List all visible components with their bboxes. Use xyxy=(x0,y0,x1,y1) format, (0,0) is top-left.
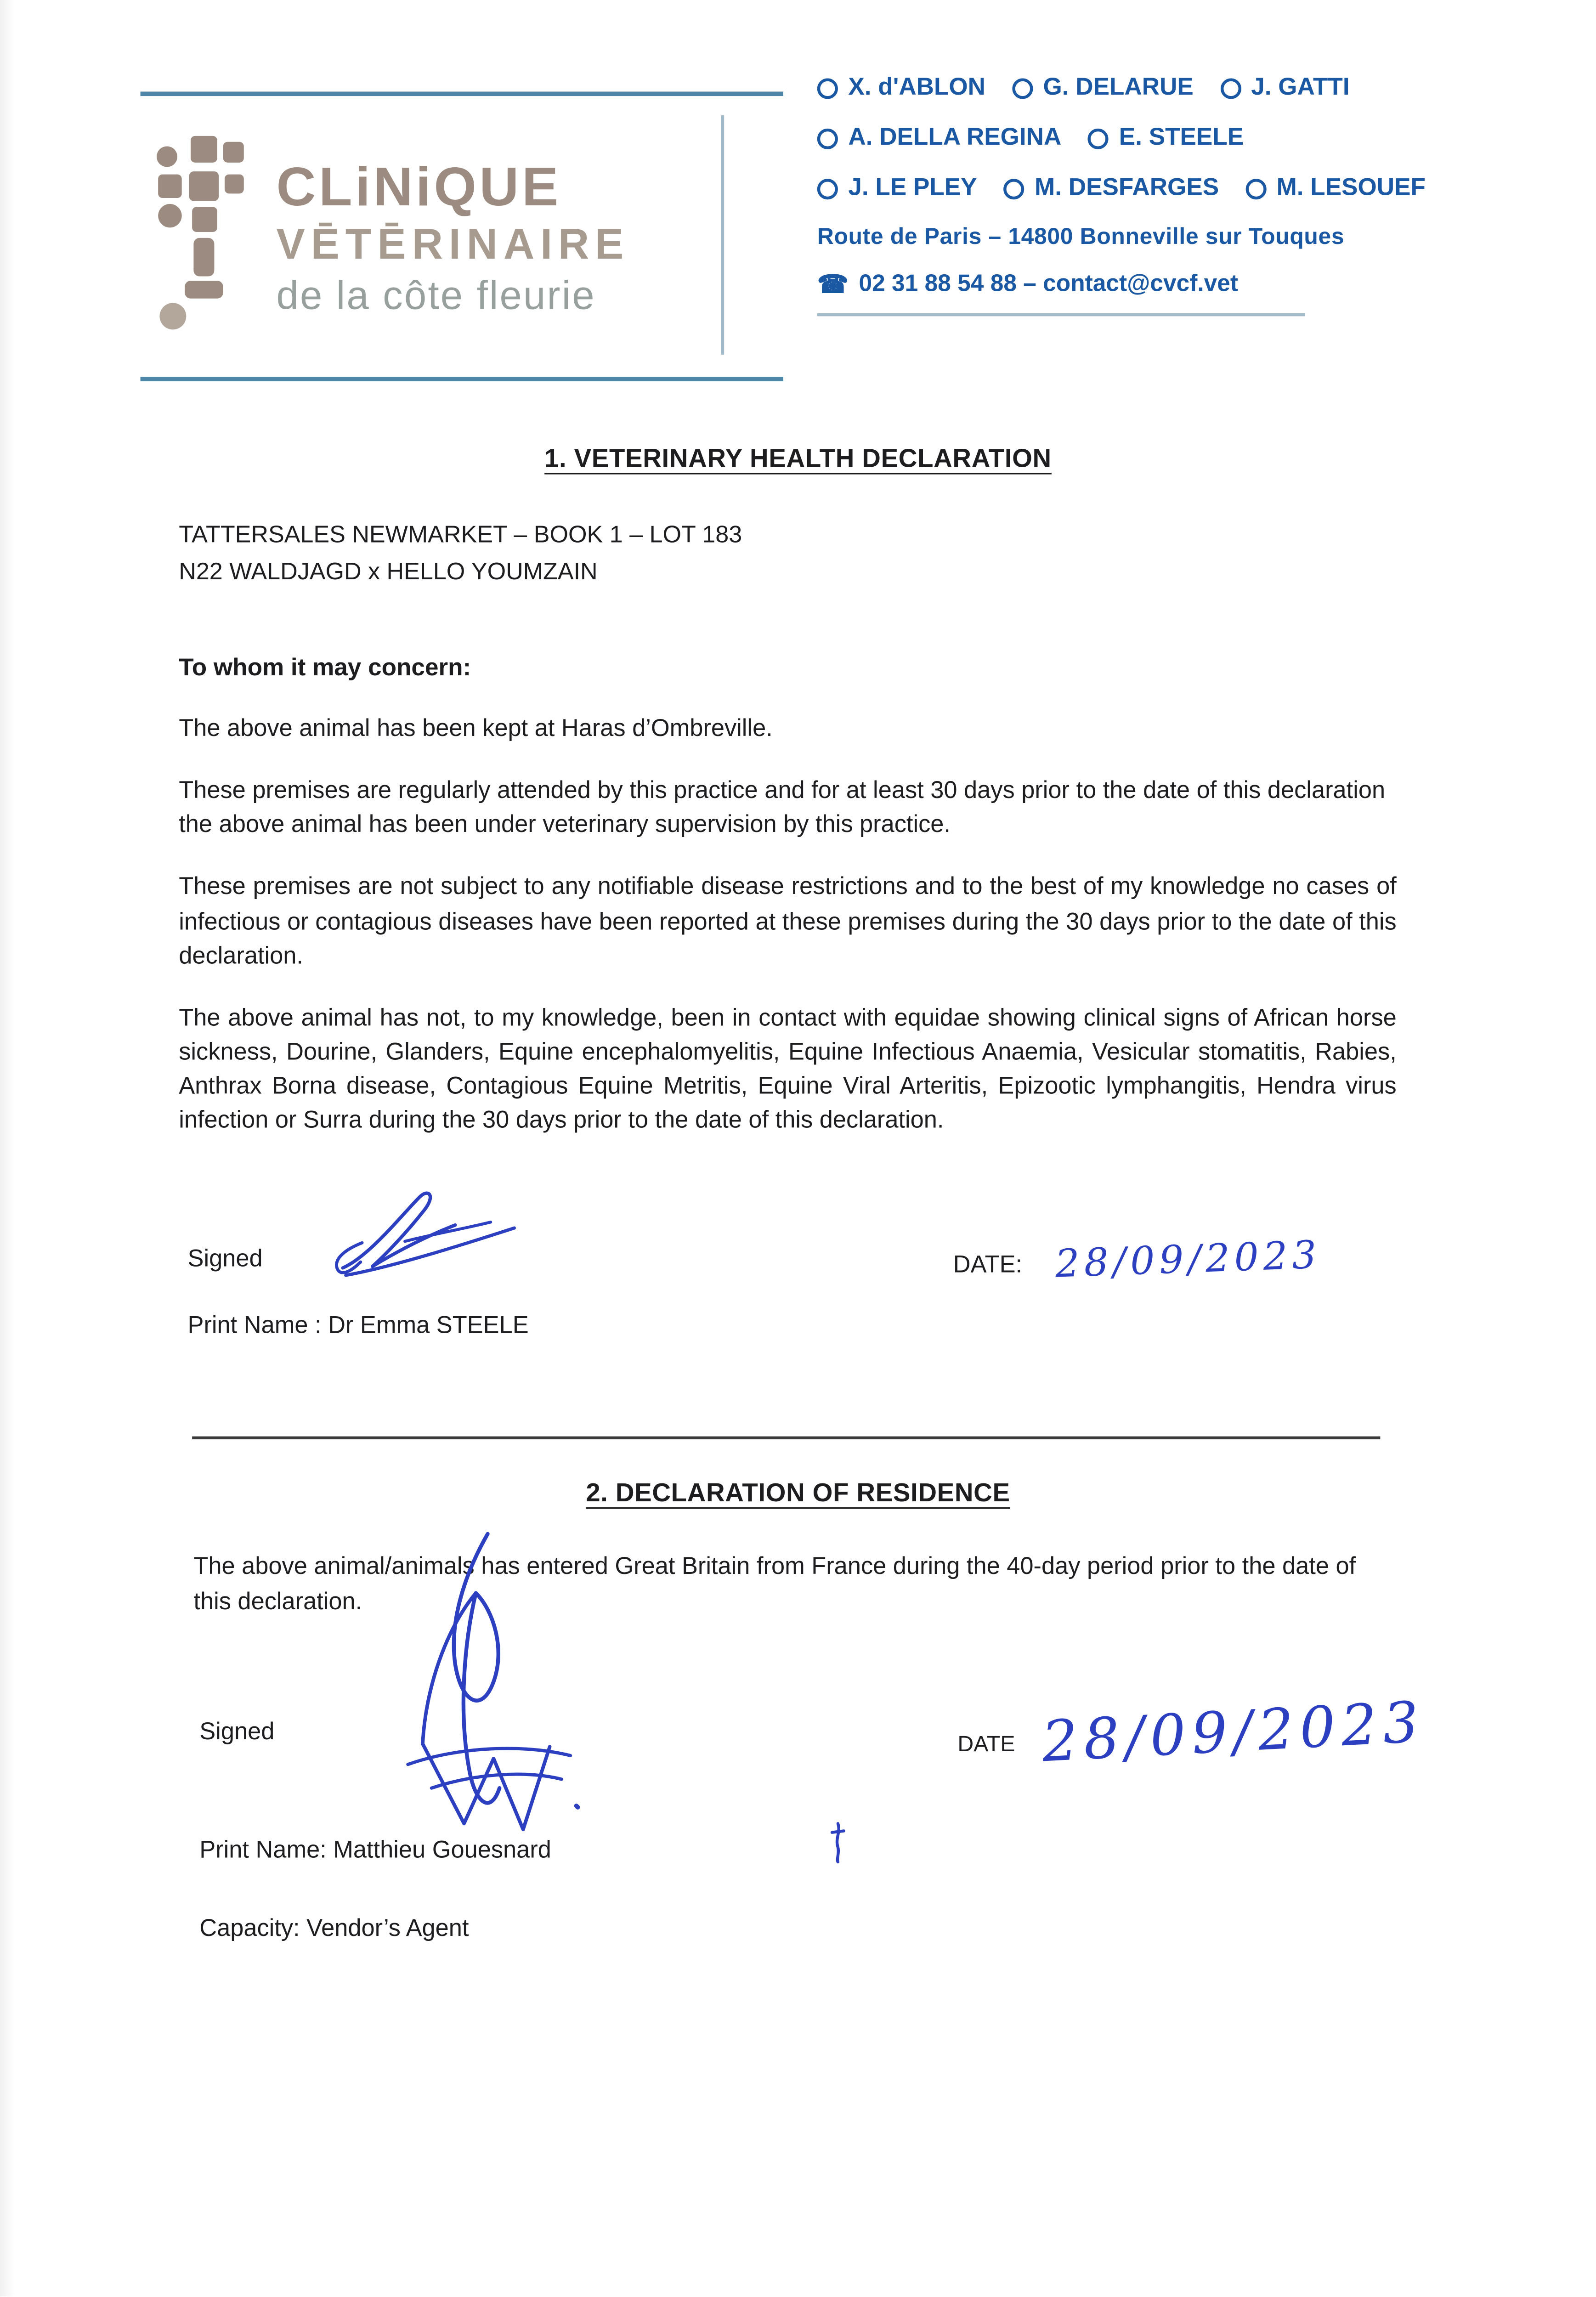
bullet-circle-icon xyxy=(817,78,838,98)
lot-line2: N22 WALDJAGD x HELLO YOUMZAIN xyxy=(179,559,598,586)
letterhead-divider xyxy=(721,115,724,355)
signature-2 xyxy=(373,1525,597,1846)
lot-block xyxy=(179,517,742,592)
clinic-name-line1: CLiNiQUE xyxy=(276,156,561,217)
clinic-name-line2: VĒTĒRINAIRE xyxy=(276,221,630,269)
signature-1 xyxy=(328,1182,523,1296)
vet-name xyxy=(1012,74,1194,102)
bullet-circle-icon xyxy=(1012,78,1033,98)
paragraph-2: These premises are regularly attended by this practice and for at least 30 days prior to the date of this declaration the above animal has been under veterinary supervision by this practice. xyxy=(179,777,1386,838)
vet-name-label: M. DESFARGES xyxy=(1035,174,1219,201)
bullet-circle-icon xyxy=(1003,178,1024,199)
vet-name xyxy=(1088,124,1244,152)
vets-row-1 xyxy=(817,74,1467,102)
lot-line1: TATTERSALES NEWMARKET – BOOK 1 – LOT 183 xyxy=(179,521,742,549)
residence-paragraph: The above animal/animals has entered Great Britain from France during the 40-day period prior to the date of this declaration. xyxy=(193,1553,1356,1616)
clinic-phone-row xyxy=(817,271,1305,317)
clinic-letterhead xyxy=(141,91,783,381)
vet-name xyxy=(817,74,985,102)
vet-name xyxy=(817,124,1062,152)
vet-name-label: J. GATTI xyxy=(1251,74,1350,101)
signed-label-2: Signed xyxy=(199,1719,275,1745)
vet-name-label: J. LE PLEY xyxy=(848,174,977,201)
bullet-circle-icon xyxy=(1088,128,1109,148)
handwritten-date-2: 28/09/2023 xyxy=(1040,1689,1426,1775)
vet-name xyxy=(817,175,977,203)
vet-name xyxy=(1220,74,1350,102)
capacity-line: Capacity: Vendor’s Agent xyxy=(199,1915,469,1942)
vet-name-label: M. LESOUEF xyxy=(1276,174,1426,201)
clinic-contact-block xyxy=(817,74,1467,317)
print-name-2: Print Name: Matthieu Gouesnard xyxy=(199,1837,551,1864)
clinic-logo-icon xyxy=(149,132,256,344)
clinic-phone-contact: 02 31 88 54 88 – contact@cvcf.vet xyxy=(859,272,1239,297)
date-row-2 xyxy=(957,1689,1426,1775)
ink-mark xyxy=(827,1821,848,1873)
section-separator xyxy=(192,1437,1380,1439)
date-label-2: DATE xyxy=(957,1731,1015,1757)
bullet-circle-icon xyxy=(1220,78,1241,98)
vet-name-label: G. DELARUE xyxy=(1043,74,1194,101)
handwritten-date-1: 28/09/2023 xyxy=(1054,1233,1321,1288)
clinic-name-line3: de la côte fleurie xyxy=(276,273,596,318)
section2-title: 2. DECLARATION OF RESIDENCE xyxy=(586,1477,1010,1508)
paragraph-3: These premises are not subject to any notifiable disease restrictions and to the best of my knowledge no cases of infectious or contagious diseases have been reported at these premises during the 30 days prior to the date of this declaration. xyxy=(179,874,1397,969)
date-row-1 xyxy=(953,1233,1321,1288)
vets-row-3 xyxy=(817,175,1467,203)
vet-name-label: A. DELLA REGINA xyxy=(848,124,1062,151)
vet-name-label: E. STEELE xyxy=(1119,124,1244,151)
bullet-circle-icon xyxy=(817,178,838,199)
paragraph-1: The above animal has been kept at Haras d’Ombreville. xyxy=(179,715,773,742)
print-name-1: Print Name : Dr Emma STEELE xyxy=(187,1312,529,1339)
bullet-circle-icon xyxy=(1245,178,1266,199)
clinic-address: Route de Paris – 14800 Bonneville sur Touques xyxy=(817,224,1345,250)
vet-name-label: X. d'ABLON xyxy=(848,74,986,101)
signed-label-1: Signed xyxy=(187,1245,263,1273)
clinic-name-block xyxy=(277,158,630,318)
vets-row-2 xyxy=(817,124,1467,152)
date-label-1: DATE: xyxy=(953,1251,1023,1279)
vet-name xyxy=(1003,175,1219,203)
section1-title: 1. VETERINARY HEALTH DECLARATION xyxy=(544,443,1052,473)
paragraph-4: The above animal has not, to my knowledge, been in contact with equidae showing clinical signs of African horse sickness, Dourine, Glanders, Equine encephalomyelitis, Equine Infectious Anaemia, Vesicular stomatitis, Rabies, Anthrax Borna disease, Contagious Equine Metritis, Equine Viral Arteritis, Epizootic lymphangitis, Hendra virus infection or Surra during the 30 days prior to the date of this declaration. xyxy=(179,1004,1397,1134)
phone-icon: ☎ xyxy=(817,270,849,299)
vet-name xyxy=(1245,175,1426,203)
declaration-paragraphs xyxy=(179,712,1397,1166)
bullet-circle-icon xyxy=(817,128,838,148)
salutation: To whom it may concern: xyxy=(179,654,471,681)
